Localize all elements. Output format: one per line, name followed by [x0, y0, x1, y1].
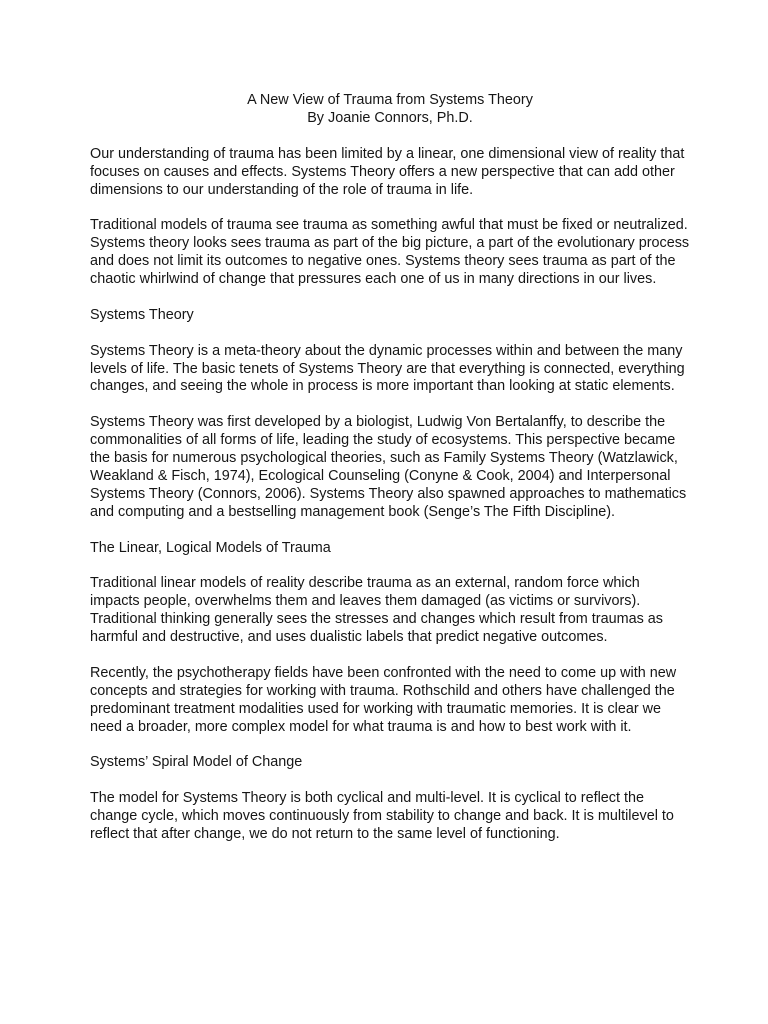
document-title: A New View of Trauma from Systems Theory [247, 92, 533, 108]
heading-linear-models: The Linear, Logical Models of Trauma [90, 539, 331, 556]
paragraph-intro: Our understanding of trauma has been limited by a linear, one dimensional view of reality that focuses on causes and effects. Systems Theory offers a new perspective that can add other dimensions to our understanding of the role of trauma in life. [90, 145, 685, 198]
paragraph-bertalanffy: Systems Theory was first developed by a biologist, Ludwig Von Bertalanffy, to describe the commonalities of all forms of life, leading the study of ecosystems. This perspective became the basis for numerous psychological theories, such as Family Systems Theory (Watzlawick, Weakland & Fisch, 1974), Ecological Counseling (Conyne & Cook, 2004) and Interpersonal Systems Theory (Connors, 2006). Systems Theory also spawned approaches to mathematics and computing and a bestselling management book (Senge’s The Fifth Discipline). [90, 414, 687, 520]
document-page [90, 92, 690, 862]
heading-systems-theory: Systems Theory [90, 306, 194, 323]
paragraph-meta-theory: Systems Theory is a meta-theory about the dynamic processes within and between the many levels of life. The basic tenets of Systems Theory are that everything is connected, everything changes, and seeing the whole in process is more important than looking at static elements. [90, 342, 685, 395]
title-block [90, 92, 690, 128]
paragraph-traditional-models: Traditional models of trauma see trauma as something awful that must be fixed or neutralized. Systems theory looks sees trauma as part of the big picture, a part of the evolutionary process and does not limit its outcomes to negative ones. Systems theory sees trauma as part of the chaotic whirlwind of change that pressures each one of us in many directions in our lives. [90, 217, 690, 288]
paragraph-spiral-model: The model for Systems Theory is both cyclical and multi-level. It is cyclical to reflect the change cycle, which moves continuously from stability to change and back. It is multilevel to reflect that after change, we do not return to the same level of functioning. [90, 790, 674, 842]
paragraph-psychotherapy: Recently, the psychotherapy fields have been confronted with the need to come up with new concepts and strategies for working with trauma. Rothschild and others have challenged the predominant treatment modalities used for working with traumatic memories. It is clear we need a broader, more complex model for what trauma is and how to best work with it. [90, 664, 677, 735]
heading-spiral-model: Systems’ Spiral Model of Change [90, 754, 303, 771]
document-author: By Joanie Connors, Ph.D. [307, 109, 473, 126]
paragraph-linear-models: Traditional linear models of reality describe trauma as an external, random force which impacts people, overwhelms them and leaves them damaged (as victims or survivors). Traditional thinking generally sees the stresses and changes which result from traumas as harmful and destructive, and uses dualistic labels that predict negative outcomes. [90, 575, 663, 646]
